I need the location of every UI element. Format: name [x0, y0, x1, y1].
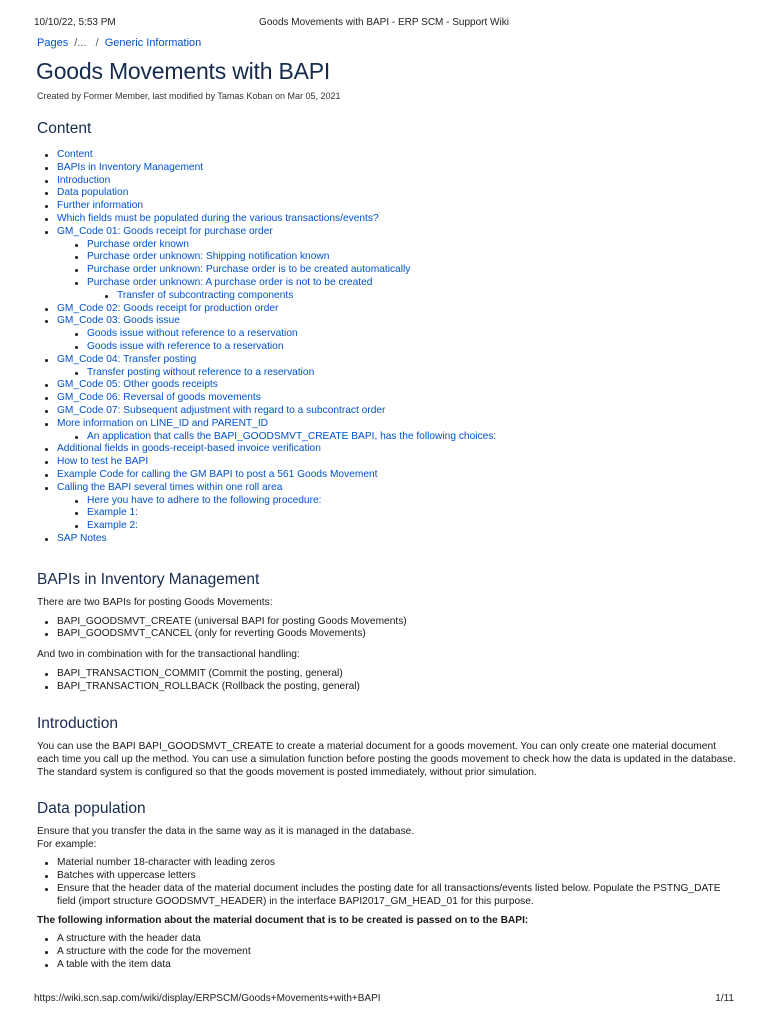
toc-link[interactable]: Transfer posting without reference to a reservation [87, 366, 315, 378]
toc-item[interactable] [57, 303, 737, 316]
toc-item[interactable] [87, 431, 737, 444]
toc-heading: Content [37, 120, 92, 137]
toc-item[interactable] [57, 418, 737, 444]
introduction-text: You can use the BAPI BAPI_GOODSMVT_CREATE to create a material document for a goods movement. You can only create one material document each time you call up the method. You can use a simulation function before posting the goods movement to check how the data is updated in the database. The standard system is configured so that the goods movement is posted immediately, without prior simulation. [37, 741, 736, 779]
toc-link[interactable]: GM_Code 01: Goods receipt for purchase order [57, 225, 273, 237]
toc-item[interactable] [87, 251, 737, 264]
bapis-list [37, 616, 737, 642]
toc-item[interactable] [87, 507, 737, 520]
table-of-contents [37, 149, 737, 546]
toc-item[interactable] [57, 482, 737, 533]
list-item: BAPI_GOODSMVT_CANCEL (only for reverting Goods Movements) [57, 628, 737, 641]
list-item: BAPI_GOODSMVT_CREATE (universal BAPI for posting Goods Movements) [57, 616, 737, 629]
toc-item[interactable] [57, 175, 737, 188]
toc-item[interactable] [57, 405, 737, 418]
toc-item[interactable] [87, 239, 737, 252]
toc-item[interactable] [87, 495, 737, 508]
toc-item[interactable] [57, 187, 737, 200]
toc-item[interactable] [57, 456, 737, 469]
toc-item[interactable] [57, 533, 737, 546]
toc-link[interactable]: Introduction [57, 174, 111, 186]
toc-link[interactable]: Here you have to adhere to the following procedure: [87, 494, 322, 506]
toc-sublist [57, 328, 737, 354]
breadcrumb [37, 37, 201, 49]
breadcrumb-pages-link[interactable]: Pages [37, 37, 69, 49]
toc-link[interactable]: Goods issue with reference to a reservation [87, 340, 284, 352]
page-title: Goods Movements with BAPI [36, 58, 331, 84]
list-item: Ensure that the header data of the material document includes the posting date for all transactions/events listed below. Populate the PSTNG_DATE field (import structure GOODSMVT_HEADER) in the interface BAPI2017_GM_HEAD_01 for this purpose. [57, 883, 737, 909]
toc-item[interactable] [87, 367, 737, 380]
list-item: A table with the item data [57, 959, 737, 972]
list-item: BAPI_TRANSACTION_ROLLBACK (Rollback the posting, general) [57, 681, 737, 694]
toc-link[interactable]: Transfer of subcontracting components [117, 289, 294, 301]
toc-item[interactable] [57, 315, 737, 353]
toc-link[interactable]: Goods issue without reference to a reservation [87, 328, 298, 340]
breadcrumb-separator: / [95, 37, 99, 49]
toc-item[interactable] [57, 469, 737, 482]
toc-sublist [57, 431, 737, 444]
toc-sublist [57, 367, 737, 380]
toc-link[interactable]: Additional fields in goods-receipt-based invoice verification [57, 443, 321, 455]
toc-link[interactable]: SAP Notes [57, 532, 107, 544]
list-item: A structure with the code for the movement [57, 946, 737, 959]
toc-link[interactable]: Data population [57, 187, 129, 199]
toc-link[interactable]: Purchase order unknown: A purchase order is not to be created [87, 276, 373, 288]
bapis-intro-2: And two in combination with for the transactional handling: [37, 649, 300, 661]
data-population-list [37, 857, 737, 908]
toc-sublist [57, 239, 737, 303]
section-heading-bapis: BAPIs in Inventory Management [37, 570, 260, 588]
toc-link[interactable]: Example 2: [87, 520, 138, 532]
toc-item[interactable] [57, 354, 737, 380]
page-content [37, 118, 737, 972]
toc-link[interactable]: How to test he BAPI [57, 456, 149, 468]
page-number: 1/11 [715, 993, 734, 1004]
list-item: Batches with uppercase letters [57, 870, 737, 883]
breadcrumb-ellipsis[interactable]: /... [74, 37, 87, 49]
toc-link[interactable]: Example 1: [87, 507, 138, 519]
toc-sublist [57, 495, 737, 533]
toc-link[interactable]: Purchase order known [87, 238, 189, 250]
toc-link[interactable]: BAPIs in Inventory Management [57, 161, 204, 173]
toc-link[interactable]: Purchase order unknown: Shipping notification known [87, 251, 330, 263]
list-item: A structure with the header data [57, 933, 737, 946]
data-population-line-1: Ensure that you transfer the data in the same way as it is managed in the database. [37, 825, 415, 837]
toc-link[interactable]: An application that calls the BAPI_GOODSMVT_CREATE BAPI, has the following choices: [87, 430, 497, 442]
toc-item[interactable] [87, 328, 737, 341]
toc-item[interactable] [57, 213, 737, 226]
toc-item[interactable] [57, 443, 737, 456]
data-population-line-2: For example: [37, 838, 97, 850]
toc-link[interactable]: GM_Code 04: Transfer posting [57, 353, 197, 365]
toc-item[interactable] [57, 392, 737, 405]
toc-link[interactable]: Which fields must be populated during the various transactions/events? [57, 212, 379, 224]
list-item: Material number 18-character with leading zeros [57, 857, 737, 870]
section-heading-introduction: Introduction [37, 715, 118, 733]
toc-link[interactable]: GM_Code 07: Subsequent adjustment with regard to a subcontract order [57, 404, 386, 416]
toc-item[interactable] [57, 162, 737, 175]
toc-sublist [87, 290, 737, 303]
toc-item[interactable] [57, 379, 737, 392]
toc-item[interactable] [57, 226, 737, 303]
toc-link[interactable]: Example Code for calling the GM BAPI to post a 561 Goods Movement [57, 468, 378, 480]
toc-item[interactable] [57, 149, 737, 162]
page-url: https://wiki.scn.sap.com/wiki/display/ERPSCM/Goods+Movements+with+BAPI [34, 993, 381, 1004]
page-byline: Created by Former Member, last modified by Tamas Koban on Mar 05, 2021 [37, 91, 341, 101]
section-heading-data-population: Data population [37, 799, 146, 817]
toc-link[interactable]: Further information [57, 200, 144, 212]
toc-item[interactable] [87, 264, 737, 277]
toc-link[interactable]: GM_Code 06: Reversal of goods movements [57, 392, 261, 404]
toc-item[interactable] [57, 200, 737, 213]
material-document-info-heading: The following information about the material document that is to be created is passed on to the BAPI: [37, 914, 529, 926]
toc-link[interactable]: Calling the BAPI several times within one roll area [57, 481, 283, 493]
print-datetime: 10/10/22, 5:53 PM [34, 17, 116, 28]
toc-link[interactable]: GM_Code 03: Goods issue [57, 315, 180, 327]
toc-item[interactable] [87, 341, 737, 354]
material-document-info-list [37, 933, 737, 971]
toc-link[interactable]: GM_Code 05: Other goods receipts [57, 379, 218, 391]
bapis-transaction-list [37, 668, 737, 694]
print-header [34, 17, 734, 31]
breadcrumb-generic-information-link[interactable]: Generic Information [104, 37, 202, 49]
toc-link[interactable]: Content [57, 149, 93, 160]
toc-link[interactable]: GM_Code 02: Goods receipt for production order [57, 302, 279, 314]
toc-item[interactable] [87, 277, 737, 303]
toc-link[interactable]: More information on LINE_ID and PARENT_ID [57, 417, 269, 429]
toc-item[interactable] [117, 290, 737, 303]
toc-item[interactable] [87, 520, 737, 533]
list-item: BAPI_TRANSACTION_COMMIT (Commit the posting, general) [57, 668, 737, 681]
print-page-title: Goods Movements with BAPI - ERP SCM - Support Wiki [259, 17, 509, 28]
bapis-intro: There are two BAPIs for posting Goods Movements: [37, 596, 273, 608]
print-footer [34, 993, 734, 1007]
toc-link[interactable]: Purchase order unknown: Purchase order is to be created automatically [87, 264, 411, 276]
